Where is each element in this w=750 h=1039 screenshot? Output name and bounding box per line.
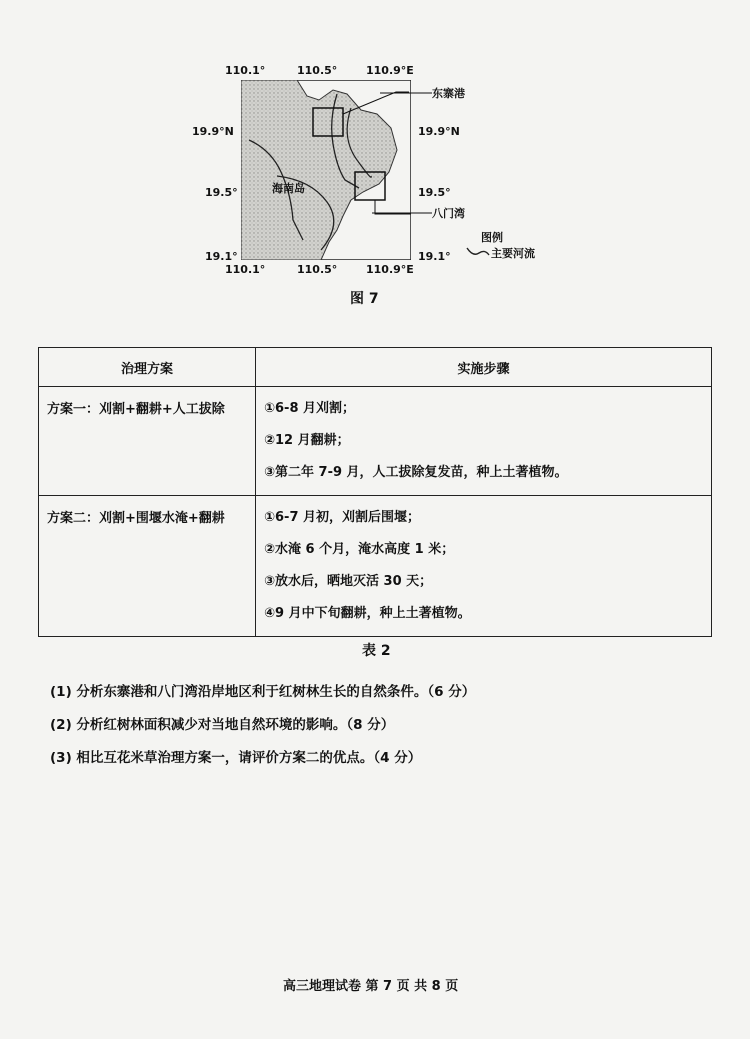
plan-two-steps: [256, 496, 712, 637]
step-item: ②水淹 6 个月，淹水高度 1 米；: [264, 542, 455, 557]
island-label: 海南岛: [272, 182, 305, 195]
step-item: ①6-7 月初，刈割后围堰；: [264, 510, 421, 525]
table-header-row: [39, 348, 712, 387]
callout-line-bottom: [372, 212, 432, 214]
step-item: ③放水后，晒地灭活 30 天；: [264, 574, 433, 589]
coord-right-mid: 19.5°: [418, 186, 451, 199]
coord-left-upper: 19.9°N: [192, 125, 234, 138]
callout-dongzhai: 东寨港: [432, 87, 465, 100]
callout-line-top: [380, 92, 432, 94]
plan-one-steps: [256, 387, 712, 496]
question-2: (2) 分析红树林面积减少对当地自然环境的影响。（8 分）: [50, 717, 395, 733]
coord-right-lower: 19.1°: [418, 250, 451, 263]
coord-bottom-left: 110.1°: [225, 263, 266, 276]
step-item: ②12 月翻耕；: [264, 433, 350, 448]
coord-right-upper: 19.9°N: [418, 125, 460, 138]
header-steps: 实施步骤: [256, 348, 712, 387]
river-legend-icon: [465, 245, 491, 259]
step-item: ③第二年 7-9 月，人工拔除复发苗，种上土著植物。: [264, 465, 568, 480]
step-item: ④9 月中下旬翻耕，种上土著植物。: [264, 606, 471, 621]
legend-river-label: 主要河流: [491, 247, 535, 260]
coord-left-lower: 19.1°: [205, 250, 238, 263]
plan-one-cell: 方案一：刈割+翻耕+人工拔除: [39, 387, 256, 496]
header-plan: 治理方案: [39, 348, 256, 387]
callout-bamen: 八门湾: [432, 207, 465, 220]
question-1: (1) 分析东寨港和八门湾沿岸地区利于红树林生长的自然条件。（6 分）: [50, 684, 476, 700]
coord-bottom-right: 110.9°E: [366, 263, 414, 276]
step-item: ①6-8 月刈割；: [264, 401, 356, 416]
plan-two-cell: 方案二：刈割+围堰水淹+翻耕: [39, 496, 256, 637]
coord-top-left: 110.1°: [225, 64, 266, 77]
coord-top-right: 110.9°E: [366, 64, 414, 77]
plan-table: [38, 347, 712, 637]
table-row: [39, 387, 712, 496]
table-row: [39, 496, 712, 637]
coord-bottom-mid: 110.5°: [297, 263, 338, 276]
coord-left-mid: 19.5°: [205, 186, 238, 199]
page-footer: 高三地理试卷 第 7 页 共 8 页: [283, 979, 459, 994]
table-caption: 表 2: [362, 643, 391, 659]
legend-title: 图例: [481, 231, 503, 244]
map-canvas: [241, 80, 411, 260]
coord-top-mid: 110.5°: [297, 64, 338, 77]
figure-caption: 图 7: [350, 291, 379, 307]
question-3: (3) 相比互花米草治理方案一，请评价方案二的优点。（4 分）: [50, 750, 422, 766]
